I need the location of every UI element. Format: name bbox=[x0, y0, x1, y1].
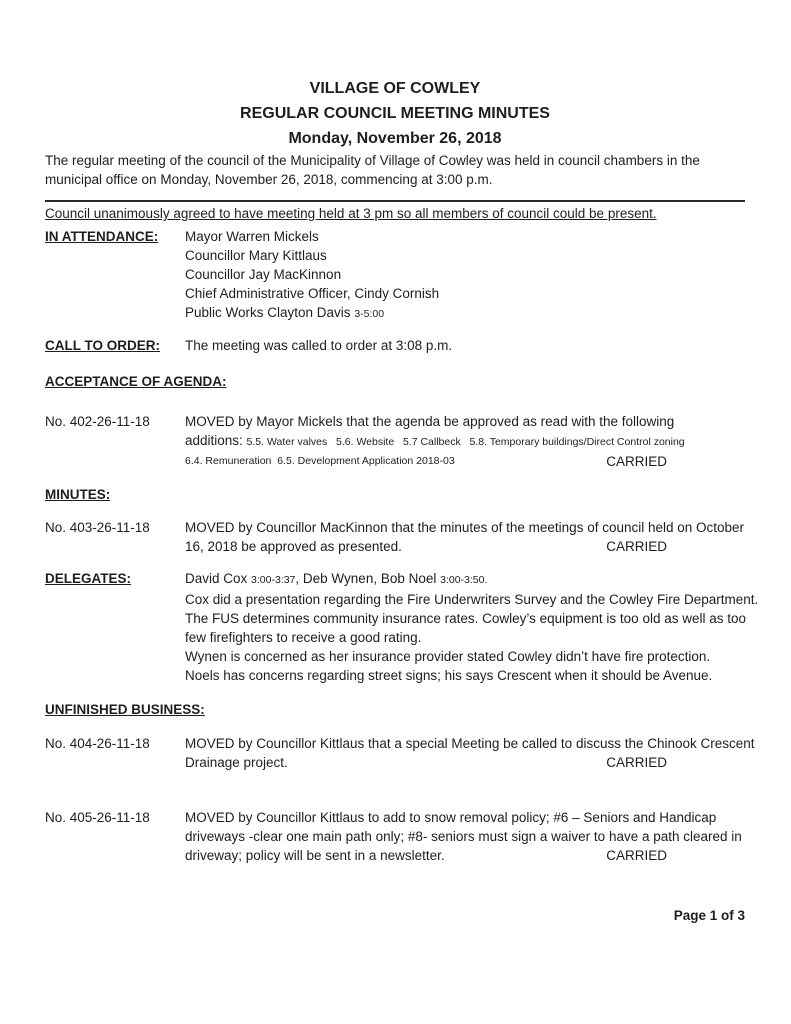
call-to-order-text: The meeting was called to order at 3:08 p.m. bbox=[185, 338, 453, 353]
doc-subtitle: REGULAR COUNCIL MEETING MINUTES bbox=[240, 105, 550, 122]
motion-403 bbox=[45, 518, 745, 556]
attendee: Mayor Warren Mickels bbox=[185, 229, 319, 244]
attendee: Councillor Jay MacKinnon bbox=[185, 267, 342, 282]
attendee bbox=[185, 303, 745, 324]
motion-405-line-1: MOVED by Councillor Kittlaus to add to snow removal policy; #6 – Seniors and Handicap bbox=[185, 810, 717, 825]
intro-line-1: The regular meeting of the council of the Municipality of Village of Cowley was held in council chambers in the bbox=[45, 153, 700, 168]
motion-403-body bbox=[185, 518, 745, 556]
intro-line-2: municipal office on Monday, November 26, 2018, commencing at 3:00 p.m. bbox=[45, 172, 493, 187]
doc-date: Monday, November 26, 2018 bbox=[288, 130, 502, 147]
motion-404-body bbox=[185, 734, 755, 772]
motion-405 bbox=[45, 808, 745, 865]
delegates-note: Wynen is concerned as her insurance provider stated Cowley didn’t have fire protection. bbox=[185, 649, 711, 664]
motion-404 bbox=[45, 734, 755, 772]
notice-line: Council unanimously agreed to have meeting held at 3 pm so all members of council could be present. bbox=[45, 206, 657, 221]
motion-404-line-1: MOVED by Councillor Kittlaus that a special Meeting be called to discuss the Chinook Crescent bbox=[185, 736, 755, 751]
delegates-note: Cox did a presentation regarding the Fire Underwriters Survey and the Cowley Fire Department. bbox=[185, 592, 759, 607]
delegate-time: 3:00-3:50. bbox=[440, 574, 488, 586]
motion-405-carried: CARRIED bbox=[606, 848, 667, 863]
call-to-order-body bbox=[185, 336, 745, 355]
motion-404-number: No. 404-26-11-18 bbox=[45, 736, 150, 751]
divider-rule bbox=[45, 200, 745, 202]
call-to-order-label: CALL TO ORDER: bbox=[45, 338, 161, 353]
minutes-heading: MINUTES: bbox=[45, 487, 111, 502]
motion-402-additions-items: 5.5. Water valves 5.6. Website 5.7 Callbeck 5.8. Temporary buildings/Direct Control zoning bbox=[246, 436, 685, 448]
delegates-label: DELEGATES: bbox=[45, 571, 132, 586]
delegates-intro-line bbox=[185, 569, 745, 590]
attendee-time: 3-5:00 bbox=[354, 308, 385, 320]
motion-403-carried: CARRIED bbox=[606, 539, 667, 554]
intro-paragraph bbox=[45, 151, 745, 189]
delegates-note: The FUS determines community insurance rates. Cowley’s equipment is too old as well as too bbox=[185, 611, 747, 626]
agenda-heading: ACCEPTANCE OF AGENDA: bbox=[45, 374, 227, 389]
motion-402-additions-lead: additions: bbox=[185, 433, 247, 448]
delegate-time: 3:00-3:37 bbox=[251, 574, 296, 586]
delegates-section bbox=[45, 569, 759, 685]
motion-405-number: No. 405-26-11-18 bbox=[45, 810, 150, 825]
attendance-label: IN ATTENDANCE: bbox=[45, 229, 159, 244]
delegate-names: , Deb Wynen, Bob Noel bbox=[295, 571, 441, 586]
motion-402-line-1: MOVED by Mayor Mickels that the agenda be approved as read with the following bbox=[185, 414, 675, 429]
page-number: Page 1 of 3 bbox=[673, 908, 745, 923]
motion-402-body bbox=[185, 412, 745, 471]
attendee: Councillor Mary Kittlaus bbox=[185, 248, 327, 263]
motion-405-line-2: driveways -clear one main path only; #8- seniors must sign a waiver to have a path cleared in bbox=[185, 829, 742, 844]
motion-402-line-2 bbox=[185, 431, 745, 452]
call-to-order-section bbox=[45, 336, 745, 355]
delegates-note: Noels has concerns regarding street signs; his says Crescent when it should be Avenue. bbox=[185, 668, 713, 683]
unfinished-business-heading: UNFINISHED BUSINESS: bbox=[45, 702, 205, 717]
delegate-name: David Cox bbox=[185, 571, 252, 586]
motion-403-line-1: MOVED by Councillor MacKinnon that the minutes of the meetings of council held on October bbox=[185, 520, 745, 535]
attendance-list bbox=[185, 227, 745, 324]
motion-402-carried: CARRIED bbox=[606, 454, 667, 469]
motion-404-carried: CARRIED bbox=[606, 755, 667, 770]
motion-405-line-3: driveway; policy will be sent in a newsletter. bbox=[185, 848, 445, 863]
delegates-body bbox=[185, 569, 759, 685]
motion-404-line-2: Drainage project. bbox=[185, 755, 288, 770]
attendee: Chief Administrative Officer, Cindy Cornish bbox=[185, 286, 440, 301]
attendance-section bbox=[45, 227, 745, 324]
page-content bbox=[45, 76, 759, 923]
doc-title: VILLAGE OF COWLEY bbox=[309, 80, 481, 97]
motion-402-line-3: 6.4. Remuneration 6.5. Development Application 2018-03 bbox=[185, 455, 455, 467]
motion-403-number: No. 403-26-11-18 bbox=[45, 520, 150, 535]
delegates-note: few firefighters to receive a good rating. bbox=[185, 630, 422, 645]
motion-402-number: No. 402-26-11-18 bbox=[45, 414, 150, 429]
motion-405-body bbox=[185, 808, 745, 865]
motion-403-line-2: 16, 2018 be approved as presented. bbox=[185, 539, 402, 554]
motion-402 bbox=[45, 412, 745, 471]
attendee-name: Public Works Clayton Davis bbox=[185, 305, 355, 320]
